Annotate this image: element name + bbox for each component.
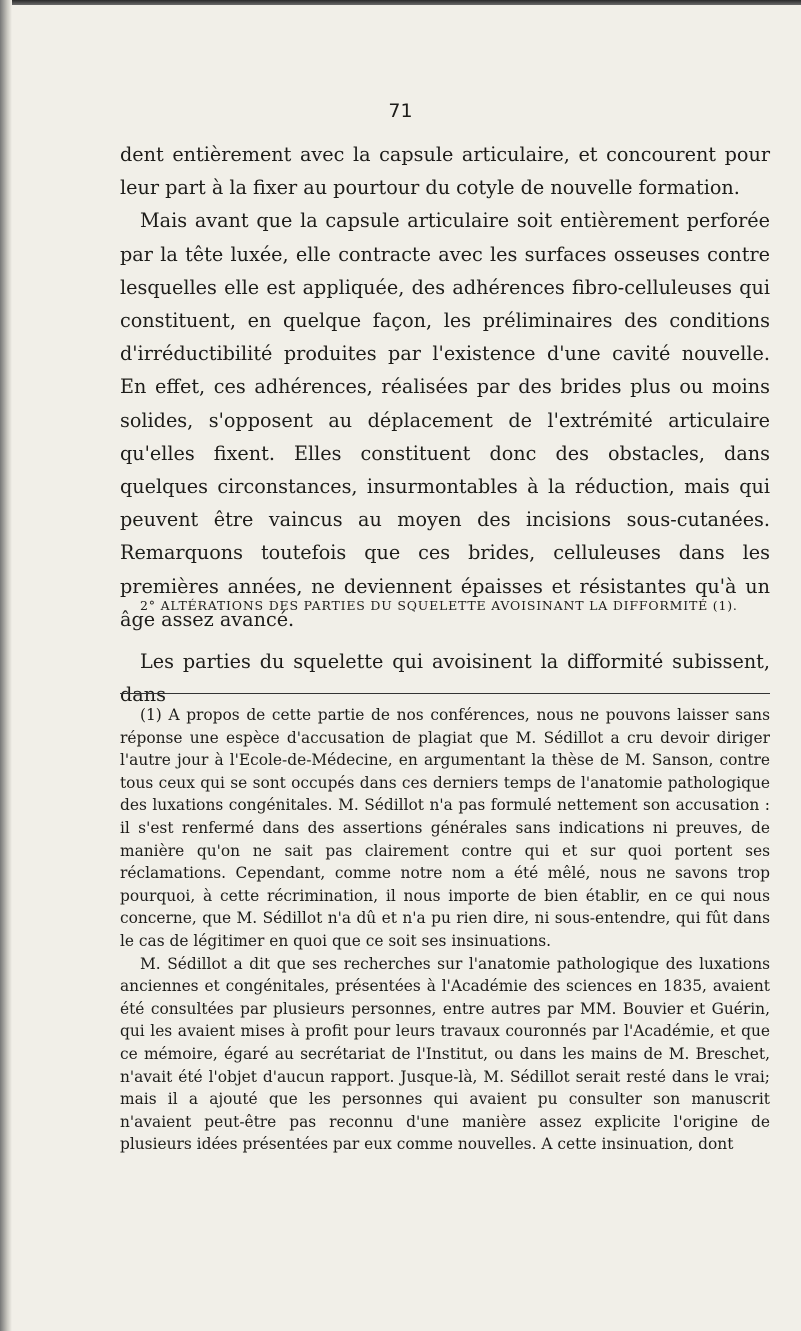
footnote-divider	[120, 693, 770, 694]
footnote	[120, 704, 770, 1156]
page-number: 71	[388, 100, 413, 122]
section-paragraph	[120, 645, 770, 711]
main-text	[120, 138, 770, 636]
page-left-edge-shadow	[0, 0, 12, 1331]
footnote-paragraph: M. Sédillot a dit que ses recherches sur l'anatomie pathologique des luxations anciennes et congénitales, présentées à l'Académie des sciences en 1835, avaient été consultées par plusieurs personnes, entre autres par MM. Bouvier et Guérin, qui les avaient mises à profit pour leurs travaux couronnés par l'Académie, et que ce mémoire, égaré au secrétariat de l'Institut, ou dans les mains de M. Breschet, n'avait été l'objet d'aucun rapport. Jusque-là, M. Sédillot serait resté dans le vrai; mais il a ajouté que les personnes qui avaient pu consulter son manuscrit n'avaient peut-être pas reconnu d'une manière assez explicite l'origine de plusieurs idées présentées par eux comme nouvelles. A cette insinuation, dont	[120, 954, 770, 1154]
paragraph: Mais avant que la capsule articulaire soit entièrement perforée par la tête luxée, elle contracte avec les surfaces osseuses contre lesquelles elle est appliquée, des adhérences fibro-celluleuses qui constituent, en quelque façon, les préliminaires des conditions d'irréductibilité produites par l'existence d'une cavité nouvelle. En effet, ces adhérences, réalisées par des brides plus ou moins solides, s'opposent au déplacement de l'extrémité articulaire qu'elles fixent. Elles constituent donc des obstacles, dans quelques circonstances, insurmontables à la réduction, mais qui peuvent être vaincus au moyen des incisions sous-cutanées. Remarquons toutefois que ces brides, celluleuses dans les premières années, ne deviennent épaisses et résistantes qu'à un âge assez avancé.	[120, 209, 770, 631]
section-heading: 2° ALTÉRATIONS DES PARTIES DU SQUELETTE AVOISINANT LA DIFFORMITÉ (1).	[140, 598, 738, 613]
paragraph-continuation: dent entièrement avec la capsule articulaire, et concourent pour leur part à la fixer au pourtour du cotyle de nouvelle formation.	[120, 143, 770, 200]
page-top-edge	[0, 0, 801, 5]
footnote-paragraph: (1) A propos de cette partie de nos conférences, nous ne pouvons laisser sans réponse une espèce d'accusation de plagiat que M. Sédillot a cru devoir diriger l'autre jour à l'Ecole-de-Médecine, en argumentant la thèse de M. Sanson, contre tous ceux qui se sont occupés dans ces derniers temps de l'anatomie pathologique des luxations congénitales. M. Sédillot n'a pas formulé nettement son accusation : il s'est renfermé dans des assertions générales sans indications ni preuves, de manière qu'on ne sait pas clairement contre qui et sur quoi portent ses réclamations. Cependant, comme notre nom a été mêlé, nous ne savons trop pourquoi, à cette récrimination, il nous importe de bien établir, en ce qui nous concerne, que M. Sédillot n'a dû et n'a pu rien dire, ni sous-entendre, qui fût dans le cas de légitimer en quoi que ce soit ses insinuations.	[120, 706, 770, 950]
section-paragraph-text: Les parties du squelette qui avoisinent la difformité subissent, dans	[120, 650, 770, 706]
